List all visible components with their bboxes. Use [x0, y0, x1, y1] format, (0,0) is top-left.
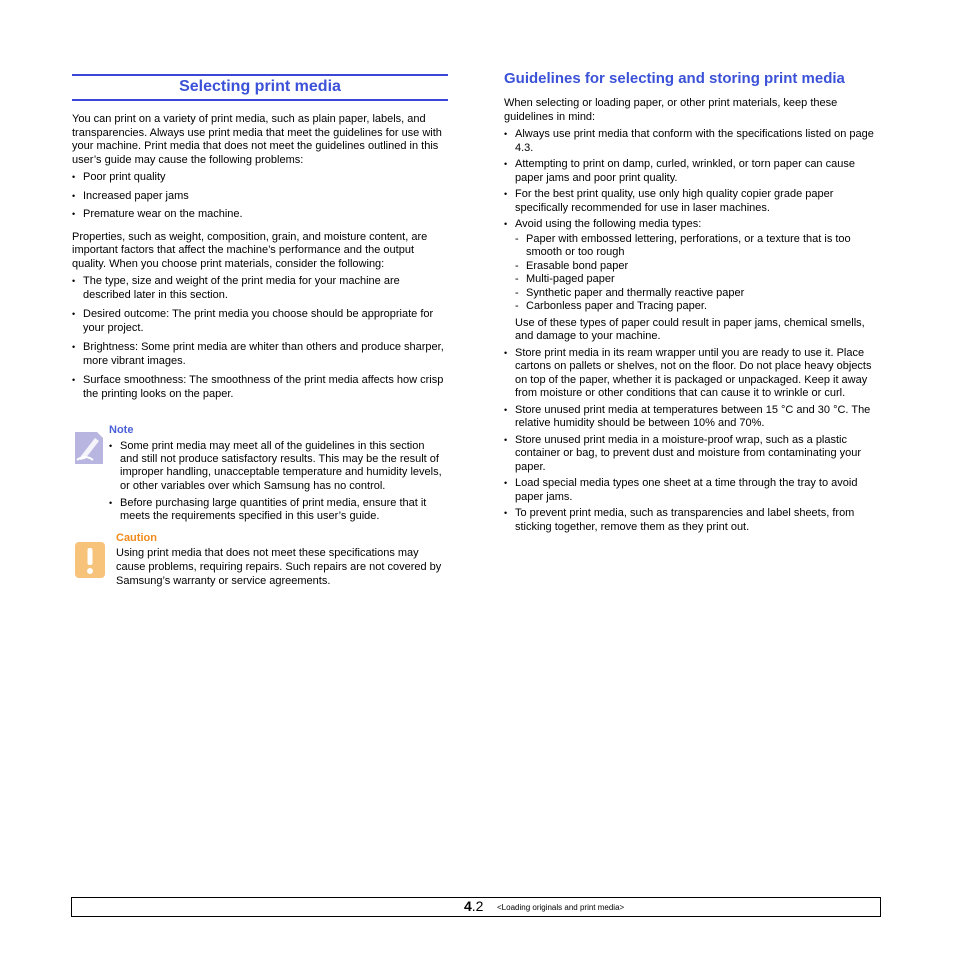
caution-title: Caution — [116, 532, 157, 544]
note-title: Note — [109, 424, 134, 436]
list-item: • Before purchasing large quantities of print media, ensure that it meets the requirements specified in this user’s guide. — [109, 497, 445, 523]
chapter-number: 4 — [464, 898, 472, 914]
list-item: - Paper with embossed lettering, perforations, or a texture that is too smooth or too rough — [515, 233, 880, 260]
list-item: • Increased paper jams — [72, 190, 448, 204]
list-item: • Poor print quality — [72, 171, 448, 185]
list-item: • Desired outcome: The print media you choose should be appropriate for your project. — [72, 308, 448, 335]
avoid-note: Use of these types of paper could result in paper jams, chemical smells, and damage to your machine. — [515, 316, 865, 342]
considerations-list — [72, 275, 448, 401]
page-footer — [71, 897, 881, 917]
list-item: • Some print media may meet all of the guidelines in this section and still not produce satisfactory results. This may be the result of improper handling, unacceptable temperature and humidity levels, or other variables over which Samsung has no control. — [109, 440, 445, 493]
list-item: • The type, size and weight of the print media for your machine are described later in this section. — [72, 275, 448, 302]
list-item: - Erasable bond paper — [515, 260, 880, 274]
note-list — [109, 440, 445, 523]
list-item: - Multi-paged paper — [515, 273, 880, 287]
guidelines-list — [504, 128, 880, 534]
section-name: <Loading originals and print media> — [497, 903, 625, 912]
list-item: • Always use print media that conform with the specifications listed on page 4.3. — [504, 128, 880, 155]
list-item: • Brightness: Some print media are whiter than others and produce sharper, more vibrant images. — [72, 341, 448, 368]
list-item: • For the best print quality, use only high quality copier grade paper specifically recommended for use in laser machines. — [504, 188, 880, 215]
list-item: • Attempting to print on damp, curled, wrinkled, or torn paper can cause paper jams and poor print quality. — [504, 158, 880, 185]
avoid-heading: Avoid using the following media types: — [515, 218, 702, 230]
properties-paragraph: Properties, such as weight, composition, grain, and moisture content, are important factors that affect the machine’s performance and the output quality. When you choose print materials, consider the following: — [72, 230, 428, 270]
right-column — [504, 70, 880, 534]
section-title-selecting-print-media: Selecting print media — [72, 74, 448, 101]
page-suffix: .2 — [471, 898, 484, 914]
note-pencil-icon — [73, 430, 105, 466]
list-item: • To prevent print media, such as transparencies and label sheets, from sticking together, remove them as they print out. — [504, 507, 880, 534]
page-number — [464, 898, 483, 915]
list-item: • Premature wear on the machine. — [72, 208, 448, 222]
section-title-guidelines: Guidelines for selecting and storing print media — [504, 70, 845, 87]
list-item — [504, 218, 880, 344]
list-item: • Store unused print media in a moisture-proof wrap, such as a plastic container or bag, to prevent dust and moisture from contaminating your paper. — [504, 434, 880, 475]
list-item: • Surface smoothness: The smoothness of the print media affects how crisp the printing looks on the paper. — [72, 374, 448, 401]
list-item: • Store print media in its ream wrapper until you are ready to use it. Place cartons on pallets or shelves, not on the floor. Do not place heavy objects on top of the paper, whether it is packaged or unpackaged. Keep it away from moisture or other conditions that can cause it to wrinkle or curl. — [504, 347, 880, 401]
list-item: • Store unused print media at temperatures between 15 °C and 30 °C. The relative humidity should be between 10% and 70%. — [504, 404, 880, 431]
list-item: • Load special media types one sheet at a time through the tray to avoid paper jams. — [504, 477, 880, 504]
list-item: - Synthetic paper and thermally reactive paper — [515, 287, 880, 301]
caution-text: Using print media that does not meet these specifications may cause problems, requiring repairs. Such repairs are not covered by Samsung’s warranty or service agreements. — [116, 547, 442, 587]
intro-paragraph: You can print on a variety of print media, such as plain paper, labels, and transparencies. Always use print media that meet the guidelines for use with your machine. Print media that does not meet the guidelines outlined in this user’s guide may cause the following problems: — [72, 113, 442, 166]
exclamation-icon — [75, 542, 105, 580]
left-column — [72, 74, 448, 401]
avoid-list — [515, 233, 880, 314]
guidelines-intro: When selecting or loading paper, or other print materials, keep these guidelines in mind: — [504, 97, 838, 123]
list-item: - Carbonless paper and Tracing paper. — [515, 300, 880, 314]
problems-list — [72, 171, 448, 222]
